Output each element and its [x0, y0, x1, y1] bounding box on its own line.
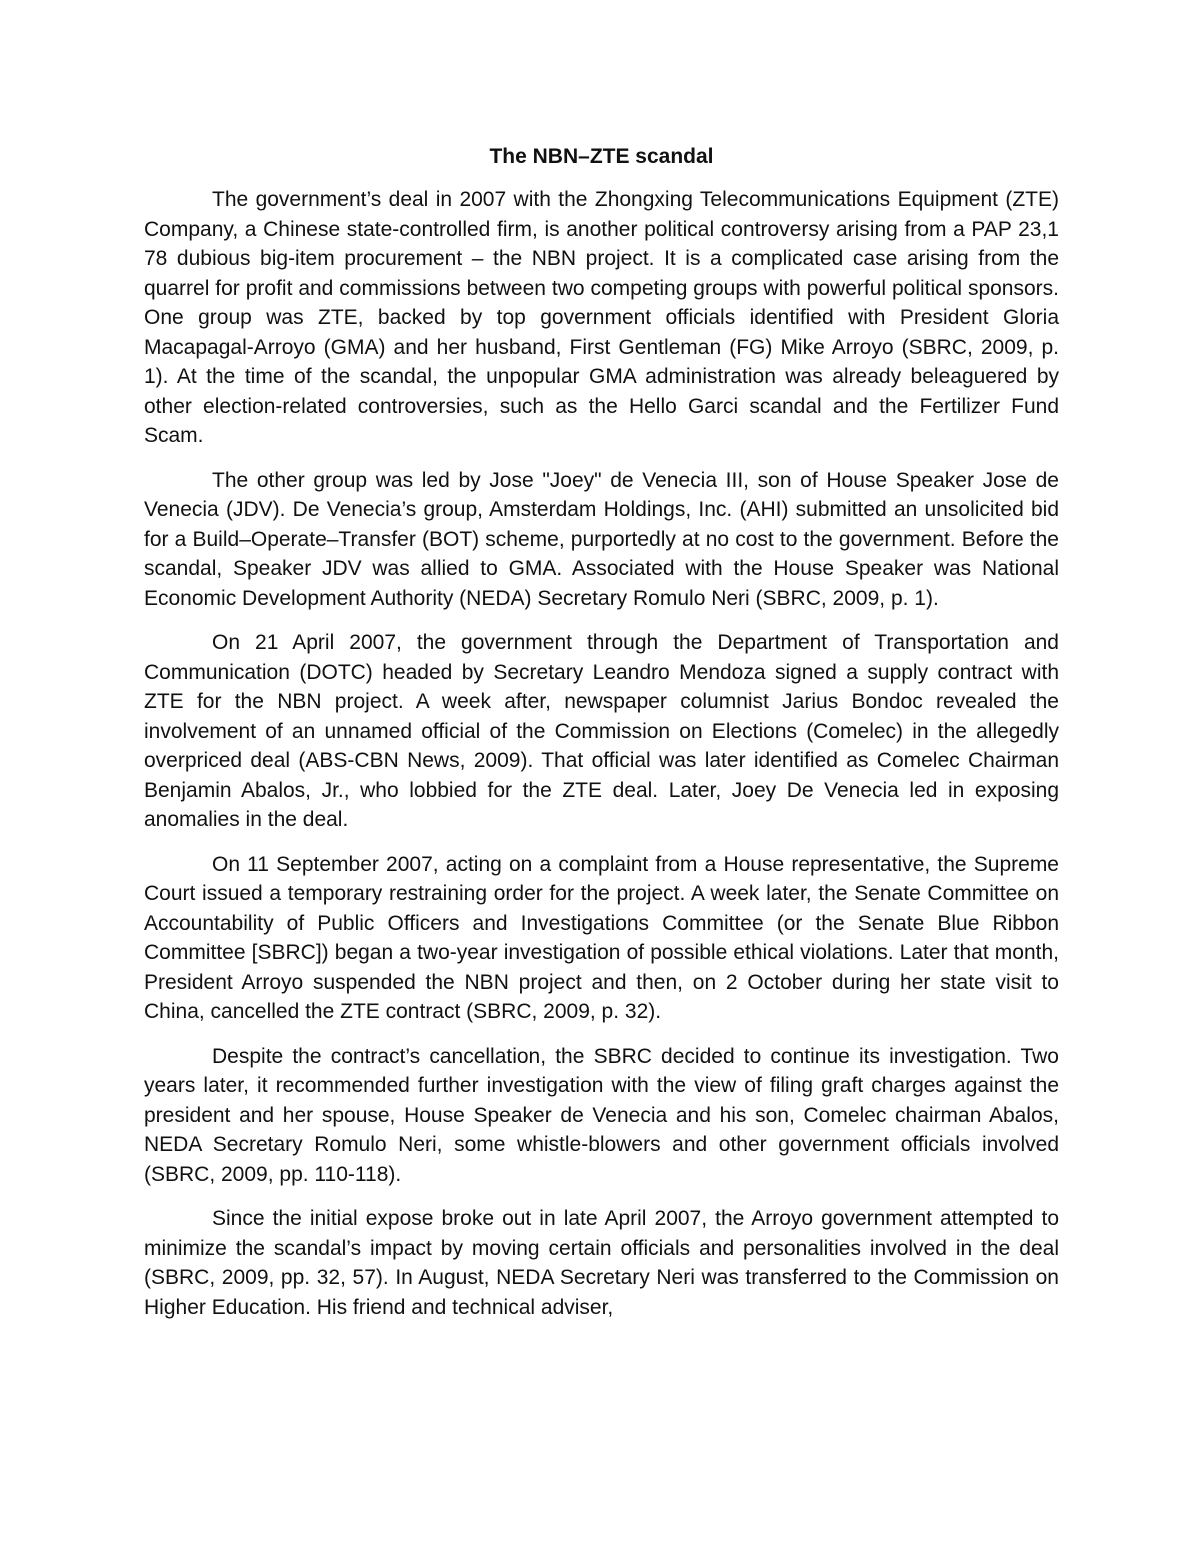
document-title: The NBN–ZTE scandal	[489, 145, 714, 168]
paragraph: Despite the contract’s cancellation, the SBRC decided to continue its investigation. Two years later, it recommended further investigation with the view of filing graft charges against the president and her spouse, House Speaker de Venecia and his son, Comelec chairman Abalos, NEDA Secretary Romulo Neri, some whistle-blowers and other government officials involved (SBRC, 2009, pp. 110-118).	[144, 1044, 1059, 1186]
document-body	[144, 142, 1059, 1337]
paragraph: The other group was led by Jose "Joey" de Venecia III, son of House Speaker Jose de Venecia (JDV). De Venecia’s group, Amsterdam Holdings, Inc. (AHI) submitted an unsolicited bid for a Build–Operate–Transfer (BOT) scheme, purportedly at no cost to the government. Before the scandal, Speaker JDV was allied to GMA. Associated with the House Speaker was National Economic Development Authority (NEDA) Secretary Romulo Neri (SBRC, 2009, p. 1).	[144, 468, 1059, 610]
paragraph: On 21 April 2007, the government through the Department of Transportation and Communication (DOTC) headed by Secretary Leandro Mendoza signed a supply contract with ZTE for the NBN project. A week after, newspaper columnist Jarius Bondoc revealed the involvement of an unnamed official of the Commission on Elections (Comelec) in the allegedly overpriced deal (ABS-CBN News, 2009). That official was later identified as Comelec Chairman Benjamin Abalos, Jr., who lobbied for the ZTE deal. Later, Joey De Venecia led in exposing anomalies in the deal.	[144, 631, 1059, 831]
paragraph: Since the initial expose broke out in late April 2007, the Arroyo government attempted to minimize the scandal’s impact by moving certain officials and personalities involved in the deal (SBRC, 2009, pp. 32, 57). In August, NEDA Secretary Neri was transferred to the Commission on Higher Education. His friend and technical adviser,	[144, 1207, 1059, 1319]
paragraph: The government’s deal in 2007 with the Zhongxing Telecommunications Equipment (ZTE) Company, a Chinese state-controlled firm, is another political controversy arising from a PAP 23,1 78 dubious big-item procurement – the NBN project. It is a complicated case arising from the quarrel for profit and commissions between two competing groups with powerful political sponsors. One group was ZTE, backed by top government officials identified with President Gloria Macapagal-Arroyo (GMA) and her husband, First Gentleman (FG) Mike Arroyo (SBRC, 2009, p. 1). At the time of the scandal, the unpopular GMA administration was already beleaguered by other election-related controversies, such as the Hello Garci scandal and the Fertilizer Fund Scam.	[144, 188, 1059, 447]
paragraph: On 11 September 2007, acting on a complaint from a House representative, the Supreme Court issued a temporary restraining order for the project. A week later, the Senate Committee on Accountability of Public Officers and Investigations Committee (or the Senate Blue Ribbon Committee [SBRC]) began a two-year investigation of possible ethical violations. Later that month, President Arroyo suspended the NBN project and then, on 2 October during her state visit to China, cancelled the ZTE contract (SBRC, 2009, p. 32).	[144, 852, 1059, 1023]
